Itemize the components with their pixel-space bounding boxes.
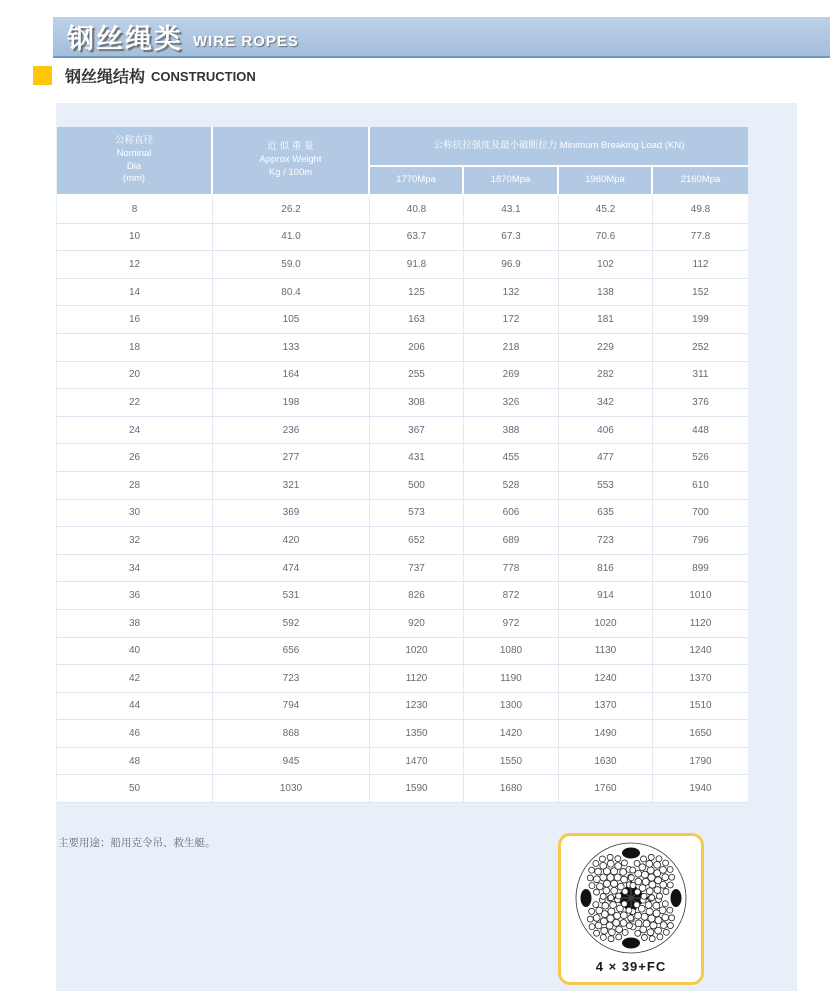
- value-cell: 689: [464, 527, 559, 555]
- value-cell: 448: [653, 417, 748, 445]
- rope-cross-section-card: [558, 833, 704, 985]
- value-cell: 553: [559, 472, 653, 500]
- value-cell: 1350: [370, 720, 464, 748]
- value-cell: 125: [370, 279, 464, 307]
- value-cell: 1490: [559, 720, 653, 748]
- table-row: [57, 775, 748, 803]
- diameter-cell: 32: [57, 527, 213, 555]
- value-cell: 236: [213, 417, 370, 445]
- value-cell: 152: [653, 279, 748, 307]
- value-cell: 342: [559, 389, 653, 417]
- table-row: [57, 279, 748, 307]
- value-cell: 26.2: [213, 196, 370, 224]
- yellow-square-bullet-icon: [33, 66, 52, 85]
- value-cell: 500: [370, 472, 464, 500]
- table-row: [57, 665, 748, 693]
- column-header-weight: 近 似 重 量 Approx Weight Kg / 100m: [213, 127, 370, 196]
- value-cell: 112: [653, 251, 748, 279]
- value-cell: 1550: [464, 748, 559, 776]
- value-cell: 369: [213, 500, 370, 528]
- table-row: [57, 362, 748, 390]
- value-cell: 1120: [653, 610, 748, 638]
- value-cell: 945: [213, 748, 370, 776]
- value-cell: 1630: [559, 748, 653, 776]
- diameter-cell: 8: [57, 196, 213, 224]
- value-cell: 91.8: [370, 251, 464, 279]
- page-header-banner: [53, 17, 830, 58]
- value-cell: 420: [213, 527, 370, 555]
- value-cell: 376: [653, 389, 748, 417]
- value-cell: 277: [213, 444, 370, 472]
- diameter-cell: 28: [57, 472, 213, 500]
- diameter-cell: 18: [57, 334, 213, 362]
- value-cell: 652: [370, 527, 464, 555]
- value-cell: 1240: [559, 665, 653, 693]
- value-cell: 282: [559, 362, 653, 390]
- value-cell: 1020: [370, 638, 464, 666]
- table-row: [57, 720, 748, 748]
- diameter-cell: 16: [57, 306, 213, 334]
- table-row: [57, 306, 748, 334]
- value-cell: 40.8: [370, 196, 464, 224]
- value-cell: 1940: [653, 775, 748, 803]
- value-cell: 133: [213, 334, 370, 362]
- table-row: [57, 196, 748, 224]
- value-cell: 1300: [464, 693, 559, 721]
- value-cell: 1760: [559, 775, 653, 803]
- section-title-chinese: 钢丝绳结构: [65, 68, 146, 86]
- value-cell: 138: [559, 279, 653, 307]
- table-row: [57, 555, 748, 583]
- value-cell: 1030: [213, 775, 370, 803]
- value-cell: 80.4: [213, 279, 370, 307]
- value-cell: 899: [653, 555, 748, 583]
- grade-header-1870mpa: 1870Mpa: [464, 167, 559, 196]
- value-cell: 70.6: [559, 224, 653, 252]
- value-cell: 252: [653, 334, 748, 362]
- value-cell: 1190: [464, 665, 559, 693]
- value-cell: 1680: [464, 775, 559, 803]
- value-cell: 526: [653, 444, 748, 472]
- value-cell: 181: [559, 306, 653, 334]
- diameter-cell: 14: [57, 279, 213, 307]
- content-panel: [56, 103, 797, 991]
- table-row: [57, 224, 748, 252]
- diameter-cell: 36: [57, 582, 213, 610]
- value-cell: 172: [464, 306, 559, 334]
- diameter-cell: 50: [57, 775, 213, 803]
- diameter-cell: 34: [57, 555, 213, 583]
- value-cell: 592: [213, 610, 370, 638]
- value-cell: 43.1: [464, 196, 559, 224]
- diameter-cell: 48: [57, 748, 213, 776]
- table-row: [57, 638, 748, 666]
- value-cell: 1420: [464, 720, 559, 748]
- value-cell: 778: [464, 555, 559, 583]
- value-cell: 102: [559, 251, 653, 279]
- value-cell: 606: [464, 500, 559, 528]
- value-cell: 1470: [370, 748, 464, 776]
- value-cell: 914: [559, 582, 653, 610]
- value-cell: 723: [213, 665, 370, 693]
- value-cell: 1120: [370, 665, 464, 693]
- value-cell: 1010: [653, 582, 748, 610]
- value-cell: 700: [653, 500, 748, 528]
- value-cell: 199: [653, 306, 748, 334]
- value-cell: 45.2: [559, 196, 653, 224]
- value-cell: 206: [370, 334, 464, 362]
- value-cell: 635: [559, 500, 653, 528]
- diameter-cell: 46: [57, 720, 213, 748]
- value-cell: 816: [559, 555, 653, 583]
- value-cell: 972: [464, 610, 559, 638]
- grade-header-1960mpa: 1960Mpa: [559, 167, 653, 196]
- table-row: [57, 527, 748, 555]
- value-cell: 868: [213, 720, 370, 748]
- column-header-diameter: 公称直径 Nominal Dia (mm): [57, 127, 213, 196]
- value-cell: 41.0: [213, 224, 370, 252]
- value-cell: 528: [464, 472, 559, 500]
- value-cell: 796: [653, 527, 748, 555]
- table-row: [57, 500, 748, 528]
- value-cell: 163: [370, 306, 464, 334]
- value-cell: 164: [213, 362, 370, 390]
- grade-header-2160mpa: 2160Mpa: [653, 167, 748, 196]
- value-cell: 198: [213, 389, 370, 417]
- value-cell: 406: [559, 417, 653, 445]
- grade-header-1770mpa: 1770Mpa: [370, 167, 464, 196]
- value-cell: 218: [464, 334, 559, 362]
- wire-rope-spec-table: [57, 127, 748, 803]
- value-cell: 531: [213, 582, 370, 610]
- rope-construction-label: 4 × 39+FC: [595, 959, 667, 974]
- value-cell: 367: [370, 417, 464, 445]
- value-cell: 723: [559, 527, 653, 555]
- table-row: [57, 748, 748, 776]
- value-cell: 474: [213, 555, 370, 583]
- page-title-english: WIRE ROPES: [193, 33, 299, 50]
- value-cell: 96.9: [464, 251, 559, 279]
- value-cell: 388: [464, 417, 559, 445]
- diameter-cell: 26: [57, 444, 213, 472]
- table-row: [57, 389, 748, 417]
- value-cell: 77.8: [653, 224, 748, 252]
- value-cell: 1370: [653, 665, 748, 693]
- value-cell: 63.7: [370, 224, 464, 252]
- value-cell: 1650: [653, 720, 748, 748]
- value-cell: 67.3: [464, 224, 559, 252]
- table-row: [57, 334, 748, 362]
- table-row: [57, 417, 748, 445]
- value-cell: 455: [464, 444, 559, 472]
- diameter-cell: 40: [57, 638, 213, 666]
- value-cell: 1370: [559, 693, 653, 721]
- value-cell: 1790: [653, 748, 748, 776]
- section-heading: [33, 64, 256, 86]
- page-title-chinese: 钢丝绳类: [67, 24, 183, 54]
- value-cell: 308: [370, 389, 464, 417]
- value-cell: 1240: [653, 638, 748, 666]
- value-cell: 132: [464, 279, 559, 307]
- diameter-cell: 24: [57, 417, 213, 445]
- table-row: [57, 444, 748, 472]
- diameter-cell: 38: [57, 610, 213, 638]
- section-title-english: CONSTRUCTION: [151, 68, 256, 84]
- table-row: [57, 582, 748, 610]
- value-cell: 737: [370, 555, 464, 583]
- value-cell: 1230: [370, 693, 464, 721]
- diameter-cell: 22: [57, 389, 213, 417]
- value-cell: 1130: [559, 638, 653, 666]
- value-cell: 656: [213, 638, 370, 666]
- value-cell: 872: [464, 582, 559, 610]
- diameter-cell: 42: [57, 665, 213, 693]
- wire-rope-cross-section-diagram: [563, 840, 699, 958]
- diameter-cell: 20: [57, 362, 213, 390]
- diameter-cell: 30: [57, 500, 213, 528]
- table-row: [57, 472, 748, 500]
- value-cell: 794: [213, 693, 370, 721]
- value-cell: 1590: [370, 775, 464, 803]
- usage-note: 主要用途：船用克令吊、救生艇。: [58, 837, 216, 849]
- value-cell: 255: [370, 362, 464, 390]
- value-cell: 269: [464, 362, 559, 390]
- value-cell: 49.8: [653, 196, 748, 224]
- value-cell: 1020: [559, 610, 653, 638]
- value-cell: 1080: [464, 638, 559, 666]
- diameter-cell: 12: [57, 251, 213, 279]
- diameter-cell: 44: [57, 693, 213, 721]
- value-cell: 229: [559, 334, 653, 362]
- value-cell: 326: [464, 389, 559, 417]
- table-row: [57, 610, 748, 638]
- table-row: [57, 693, 748, 721]
- value-cell: 826: [370, 582, 464, 610]
- value-cell: 321: [213, 472, 370, 500]
- value-cell: 105: [213, 306, 370, 334]
- diameter-cell: 10: [57, 224, 213, 252]
- spec-table-body: [57, 196, 748, 803]
- value-cell: 920: [370, 610, 464, 638]
- value-cell: 573: [370, 500, 464, 528]
- value-cell: 311: [653, 362, 748, 390]
- column-header-breaking-load: 公称抗拉强度及最小破断拉力 Minimum Breaking Load (KN): [370, 127, 748, 167]
- value-cell: 477: [559, 444, 653, 472]
- value-cell: 1510: [653, 693, 748, 721]
- value-cell: 431: [370, 444, 464, 472]
- value-cell: 59.0: [213, 251, 370, 279]
- table-row: [57, 251, 748, 279]
- value-cell: 610: [653, 472, 748, 500]
